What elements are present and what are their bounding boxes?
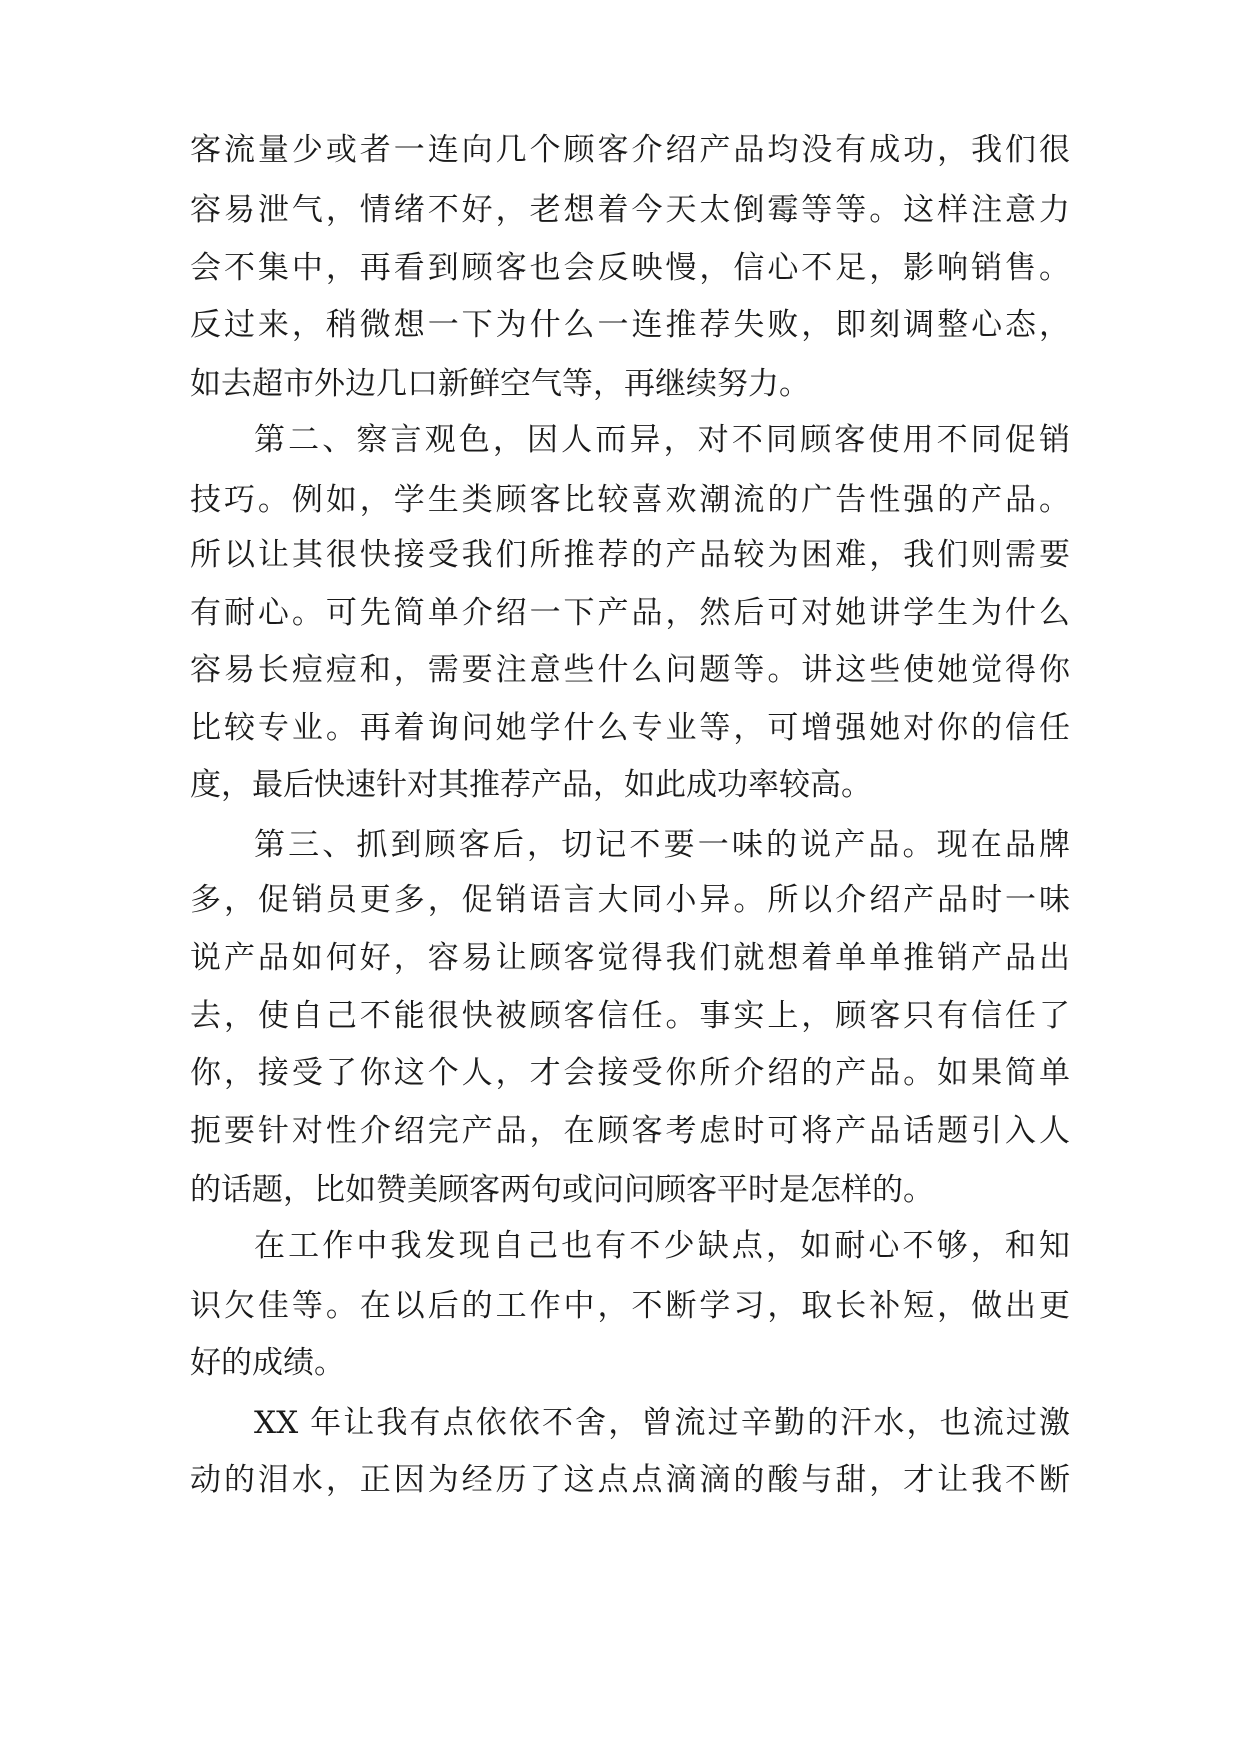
text-line: 度，最后快速针对其推荐产品，如此成功率较高。 [190,767,872,803]
text-line: 第二、察言观色，因人而异，对不同顾客使用不同促销 [254,422,1070,458]
text-line: 反过来，稍微想一下为什么一连推荐失败，即刻调整心态， [190,307,1070,343]
text-line: 扼要针对性介绍完产品，在顾客考虑时可将产品话题引入人 [190,1113,1070,1149]
text-line: 客流量少或者一连向几个顾客介绍产品均没有成功，我们很 [190,132,1070,168]
text-line: 容易长痘痘和，需要注意些什么问题等。讲这些使她觉得你 [190,652,1070,688]
text-line: 第三、抓到顾客后，切记不要一味的说产品。现在品牌 [254,827,1070,863]
text-line: 会不集中，再看到顾客也会反映慢，信心不足，影响销售。 [190,250,1070,286]
text-line: 在工作中我发现自己也有不少缺点，如耐心不够，和知 [254,1228,1070,1264]
text-line: 去，使自己不能很快被顾客信任。事实上，顾客只有信任了 [190,998,1070,1034]
text-line: XX 年让我有点依依不舍，曾流过辛勤的汗水，也流过激 [254,1405,1070,1441]
text-line: 动的泪水，正因为经历了这点点滴滴的酸与甜，才让我不断 [190,1462,1070,1498]
text-line: 你，接受了你这个人，才会接受你所介绍的产品。如果简单 [190,1055,1070,1091]
text-line: 识欠佳等。在以后的工作中，不断学习，取长补短，做出更 [190,1288,1070,1324]
text-line: 技巧。例如，学生类顾客比较喜欢潮流的广告性强的产品。 [190,482,1070,518]
text-line: 容易泄气，情绪不好，老想着今天太倒霉等等。这样注意力 [190,192,1070,228]
text-line: 好的成绩。 [190,1345,345,1381]
text-line: 如去超市外边几口新鲜空气等，再继续努力。 [190,366,810,402]
text-line: 所以让其很快接受我们所推荐的产品较为困难，我们则需要 [190,537,1070,573]
text-line: 有耐心。可先简单介绍一下产品，然后可对她讲学生为什么 [190,595,1070,631]
text-line: 说产品如何好，容易让顾客觉得我们就想着单单推销产品出 [190,940,1070,976]
text-line: 多，促销员更多，促销语言大同小异。所以介绍产品时一味 [190,882,1070,918]
text-line: 的话题，比如赞美顾客两句或问问顾客平时是怎样的。 [190,1172,934,1208]
text-line: 比较专业。再着询问她学什么专业等，可增强她对你的信任 [190,710,1070,746]
